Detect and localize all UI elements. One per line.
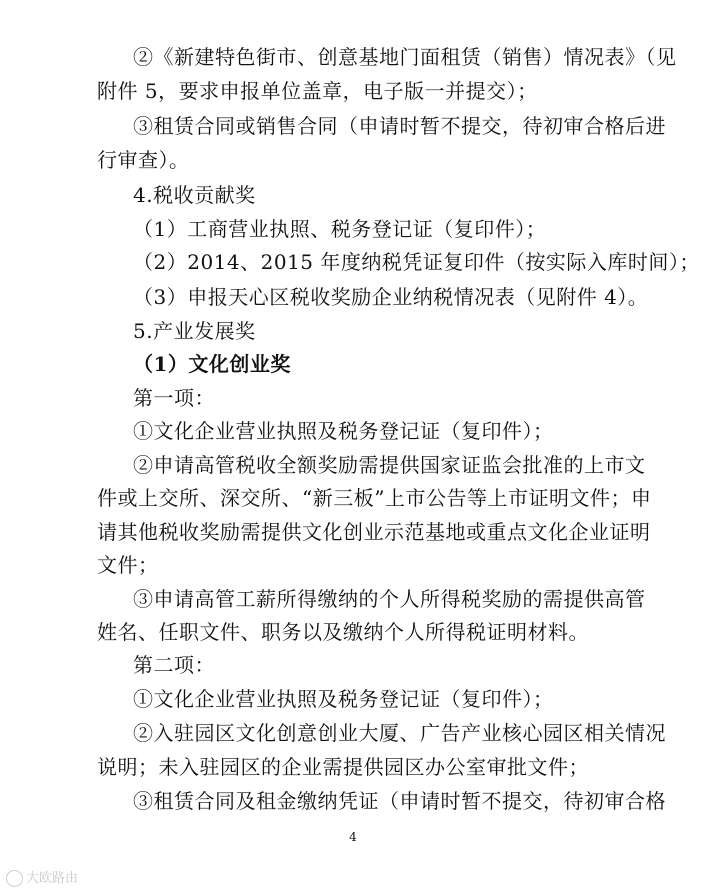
- page-number: 4: [349, 830, 357, 844]
- text-line: （2）2014、2015 年度纳税凭证复印件（按实际入库时间）；: [133, 250, 700, 274]
- subsection-heading: （1）文化创业奖: [133, 352, 291, 376]
- text-line: 说明；未入驻园区的企业需提供园区办公室审批文件；: [97, 755, 589, 779]
- text-line: 文件；: [97, 553, 159, 577]
- text-line: ②入驻园区文化创意创业大厦、广告产业核心园区相关情况: [133, 721, 666, 745]
- text-line: ③租赁合同及租金缴纳凭证（申请时暂不提交，待初审合格: [133, 789, 666, 813]
- text-line: ②申请高管税收全额奖励需提供国家证监会批准的上市文: [133, 453, 646, 477]
- text-line: （1）工商营业执照、税务登记证（复印件）；: [133, 217, 547, 241]
- text-line: ①文化企业营业执照及税务登记证（复印件）；: [133, 419, 554, 443]
- text-line: 附件 5，要求申报单位盖章，电子版一并提交）；: [97, 79, 538, 103]
- item-heading: 第一项：: [133, 386, 215, 410]
- item-heading: 第二项：: [133, 653, 215, 677]
- text-line: ③租赁合同或销售合同（申请时暂不提交，待初审合格后进: [133, 114, 666, 138]
- text-line: 件或上交所、深交所、“新三板”上市公告等上市证明文件；申: [97, 486, 652, 510]
- text-line: 姓名、任职文件、职务以及缴纳个人所得税证明材料。: [97, 620, 589, 644]
- section-heading: 4.税收贡献奖: [133, 183, 256, 207]
- text-line: 行审查）。: [97, 148, 190, 172]
- text-line: ③申请高管工薪所得缴纳的个人所得税奖励的需提供高管: [133, 587, 646, 611]
- watermark: [6, 867, 116, 891]
- text-line: 请其他税收奖励需提供文化创业示范基地或重点文化企业证明: [97, 520, 651, 544]
- watermark-logo-icon: [6, 870, 23, 887]
- text-line: ①文化企业营业执照及税务登记证（复印件）；: [133, 687, 554, 711]
- text-line: ②《新建特色街市、创意基地门面租赁（销售）情况表》（见: [133, 45, 677, 69]
- watermark-text: 大欧路由: [26, 871, 79, 886]
- text-line: （3）申报天心区税收奖励企业纳税情况表（见附件 4）。: [133, 285, 649, 309]
- section-heading: 5.产业发展奖: [133, 319, 256, 343]
